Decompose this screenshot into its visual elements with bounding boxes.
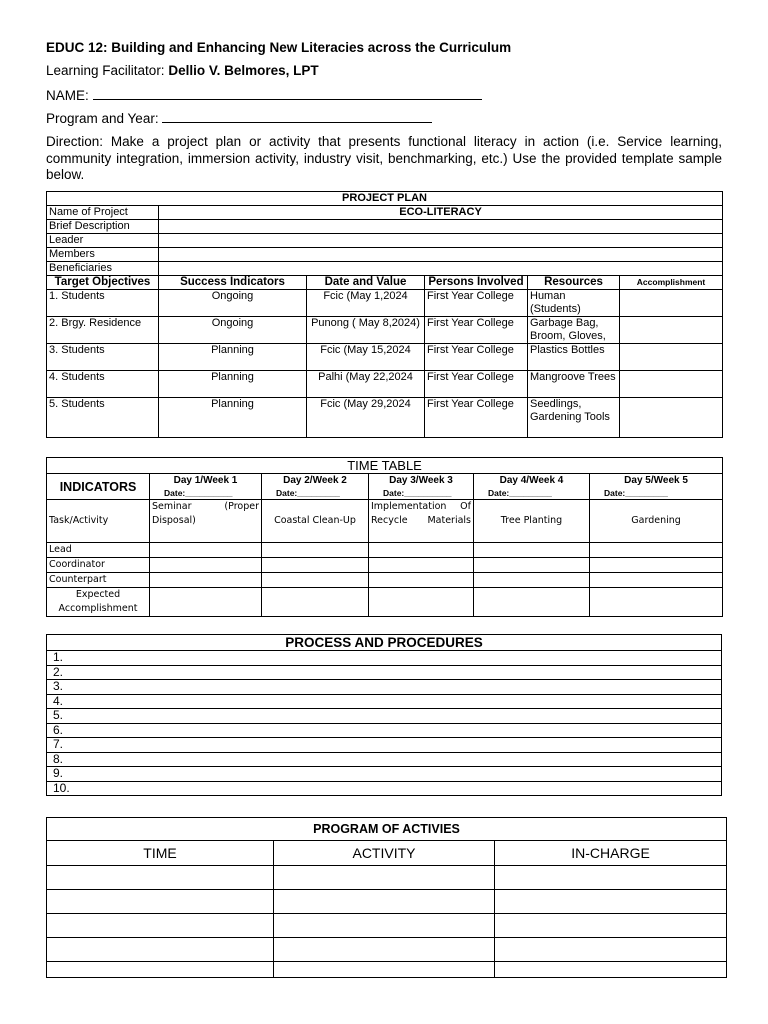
date-cell: Fcic (May 1,2024 [307, 290, 425, 317]
empty-cell[interactable] [274, 914, 495, 938]
persons-cell: First Year College [425, 290, 528, 317]
accomplishment-cell[interactable] [620, 344, 723, 371]
empty-cell[interactable] [47, 890, 274, 914]
task-activity-label: Task/Activity [47, 500, 150, 543]
date-cell: Fcic (May 29,2024 [307, 398, 425, 438]
empty-cell[interactable] [274, 938, 495, 962]
empty-cell[interactable] [590, 558, 723, 573]
empty-cell[interactable] [150, 543, 262, 558]
project-name-value[interactable]: ECO-LITERACY [159, 206, 723, 220]
indicator-cell: Planning [159, 344, 307, 371]
process-step[interactable]: 1. [47, 651, 722, 666]
resources-cell: Seedlings, Gardening Tools [528, 398, 620, 438]
process-procedures-table [46, 634, 722, 796]
day-label: Day 4/Week 4 [499, 474, 564, 486]
empty-cell[interactable] [150, 588, 262, 617]
column-header: Resources [528, 276, 620, 290]
members-label: Members [47, 248, 159, 262]
empty-cell[interactable] [495, 866, 727, 890]
persons-cell: First Year College [425, 317, 528, 344]
persons-cell: First Year College [425, 398, 528, 438]
column-header: Date and Value [307, 276, 425, 290]
empty-cell[interactable] [590, 573, 723, 588]
brief-description-value[interactable] [159, 220, 723, 234]
program-label: Program and Year: [46, 111, 159, 126]
accomplishment-cell[interactable] [620, 290, 723, 317]
counterpart-label: Counterpart [47, 573, 150, 588]
empty-cell[interactable] [274, 962, 495, 978]
date-field[interactable]: Date:__________ [164, 487, 233, 498]
process-step[interactable]: 3. [47, 680, 722, 695]
process-step[interactable]: 8. [47, 752, 722, 767]
accomplishment-cell[interactable] [620, 398, 723, 438]
empty-cell[interactable] [474, 558, 590, 573]
day-label: Day 1/Week 1 [173, 474, 238, 486]
process-step[interactable]: 9. [47, 767, 722, 782]
empty-cell[interactable] [150, 558, 262, 573]
date-cell: Punong ( May 8,2024) [307, 317, 425, 344]
table-row [47, 317, 723, 344]
process-step[interactable]: 2. [47, 665, 722, 680]
empty-cell[interactable] [474, 588, 590, 617]
date-field[interactable]: Date:_________ [276, 487, 340, 498]
course-title: EDUC 12: Building and Enhancing New Literacies across the Curriculum [46, 40, 512, 55]
process-step[interactable]: 10. [47, 781, 722, 796]
objective-cell: 1. Students [47, 290, 159, 317]
task-cell: Coastal Clean-Up [262, 500, 369, 543]
empty-cell[interactable] [590, 588, 723, 617]
persons-cell: First Year College [425, 371, 528, 398]
empty-cell[interactable] [495, 938, 727, 962]
table-row [47, 398, 723, 438]
column-header: Persons Involved [425, 276, 528, 290]
facilitator-line [46, 63, 319, 79]
column-header: Accomplishment [620, 276, 723, 290]
task-cell: Implementation Of Recycle Materials [369, 500, 474, 543]
project-name-label: Name of Project [47, 206, 159, 220]
leader-value[interactable] [159, 234, 723, 248]
resources-cell: Garbage Bag, Broom, Gloves, [528, 317, 620, 344]
day-header [369, 474, 474, 500]
process-step[interactable]: 4. [47, 694, 722, 709]
empty-cell[interactable] [262, 543, 369, 558]
persons-cell: First Year College [425, 344, 528, 371]
empty-cell[interactable] [474, 573, 590, 588]
empty-cell[interactable] [274, 866, 495, 890]
indicator-cell: Planning [159, 398, 307, 438]
accomplishment-cell[interactable] [620, 371, 723, 398]
empty-cell[interactable] [47, 938, 274, 962]
table-row [47, 371, 723, 398]
indicator-cell: Ongoing [159, 317, 307, 344]
indicator-cell: Planning [159, 371, 307, 398]
brief-description-label: Brief Description [47, 220, 159, 234]
objective-cell: 2. Brgy. Residence [47, 317, 159, 344]
date-field[interactable]: Date:_________ [488, 487, 552, 498]
empty-cell[interactable] [369, 543, 474, 558]
facilitator-label: Learning Facilitator: [46, 63, 165, 78]
coordinator-label: Coordinator [47, 558, 150, 573]
day-header [150, 474, 262, 500]
name-line [46, 87, 482, 104]
empty-cell[interactable] [47, 914, 274, 938]
day-label: Day 2/Week 2 [283, 474, 347, 486]
objective-cell: 5. Students [47, 398, 159, 438]
empty-cell[interactable] [262, 573, 369, 588]
objective-cell: 3. Students [47, 344, 159, 371]
empty-cell[interactable] [262, 558, 369, 573]
empty-cell[interactable] [150, 573, 262, 588]
program-of-activities-table [46, 817, 727, 978]
beneficiaries-value[interactable] [159, 262, 723, 276]
empty-cell[interactable] [495, 914, 727, 938]
empty-cell[interactable] [369, 588, 474, 617]
day-header [474, 474, 590, 500]
facilitator-name: Dellio V. Belmores, LPT [168, 63, 319, 78]
table-row [47, 290, 723, 317]
empty-cell[interactable] [590, 543, 723, 558]
name-label: NAME: [46, 88, 89, 103]
process-step[interactable]: 5. [47, 709, 722, 724]
program-line [46, 110, 432, 127]
column-header: TIME [47, 841, 274, 866]
indicator-cell: Ongoing [159, 290, 307, 317]
task-cell: Gardening [590, 500, 723, 543]
process-title: PROCESS AND PROCEDURES [47, 635, 722, 651]
time-table-title: TIME TABLE [47, 458, 723, 474]
objective-cell: 4. Students [47, 371, 159, 398]
resources-cell: Human (Students) [528, 290, 620, 317]
direction-text: Direction: Make a project plan or activity that presents functional literacy in action (i.e. Service learning, community integration, immersion activity, industry visit, benchmarking, etc.) Use the provided template sample below. [46, 134, 722, 182]
expected-accomplishment-label: Expected Accomplishment [47, 588, 150, 617]
empty-cell[interactable] [495, 890, 727, 914]
empty-cell[interactable] [47, 866, 274, 890]
column-header: Success Indicators [159, 276, 307, 290]
column-header: ACTIVITY [274, 841, 495, 866]
accomplishment-cell[interactable] [620, 317, 723, 344]
day-label: Day 5/Week 5 [624, 474, 688, 486]
process-step[interactable]: 7. [47, 738, 722, 753]
project-plan-table [46, 191, 723, 438]
program-field[interactable] [162, 110, 432, 123]
program-title: PROGRAM OF ACTIVIES [47, 818, 727, 841]
day-header [590, 474, 723, 500]
date-field[interactable]: Date:__________ [383, 487, 452, 498]
beneficiaries-label: Beneficiaries [47, 262, 159, 276]
name-field[interactable] [93, 87, 482, 100]
empty-cell[interactable] [369, 573, 474, 588]
day-header [262, 474, 369, 500]
column-header: Target Objectives [47, 276, 159, 290]
empty-cell[interactable] [47, 962, 274, 978]
empty-cell[interactable] [495, 962, 727, 978]
process-step[interactable]: 6. [47, 723, 722, 738]
leader-label: Leader [47, 234, 159, 248]
date-field[interactable]: Date:_________ [604, 487, 668, 498]
members-value[interactable] [159, 248, 723, 262]
column-header: IN-CHARGE [495, 841, 727, 866]
project-plan-title: PROJECT PLAN [47, 192, 723, 206]
empty-cell[interactable] [274, 890, 495, 914]
empty-cell[interactable] [262, 588, 369, 617]
resources-cell: Plastics Bottles [528, 344, 620, 371]
day-label: Day 3/Week 3 [389, 474, 453, 486]
date-cell: Palhi (May 22,2024 [307, 371, 425, 398]
task-cell: Tree Planting [474, 500, 590, 543]
table-row [47, 344, 723, 371]
empty-cell[interactable] [474, 543, 590, 558]
time-table [46, 457, 723, 617]
lead-label: Lead [47, 543, 150, 558]
resources-cell: Mangroove Trees [528, 371, 620, 398]
empty-cell[interactable] [369, 558, 474, 573]
task-cell: Seminar (Proper Disposal) [150, 500, 262, 543]
date-cell: Fcic (May 15,2024 [307, 344, 425, 371]
indicators-label: INDICATORS [47, 474, 150, 500]
